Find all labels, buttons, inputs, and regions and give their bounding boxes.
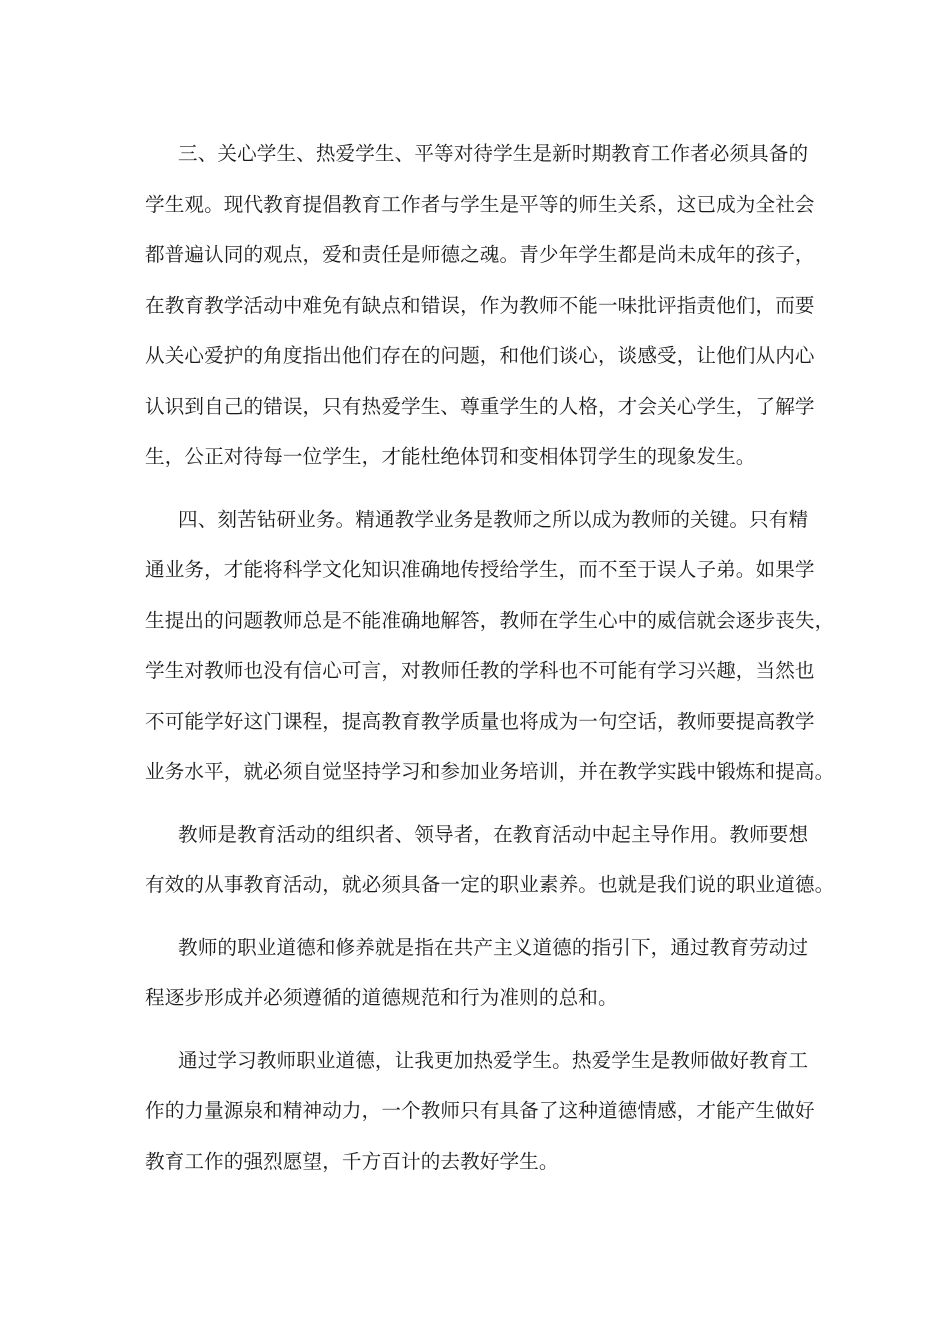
paragraph-line: 业务水平，就必须自觉坚持学习和参加业务培训，并在教学实践中锻炼和提高。 — [145, 760, 835, 783]
paragraph-line: 认识到自己的错误，只有热爱学生、尊重学生的人格，才会关心学生，了解学 — [145, 394, 815, 418]
paragraph-line: 程逐步形成并必须遵循的道德规范和行为准则的总和。 — [145, 986, 618, 1009]
paragraph-line: 通过学习教师职业道德，让我更加热爱学生。热爱学生是教师做好教育工 — [178, 1048, 809, 1072]
paragraph-line: 三、关心学生、热爱学生、平等对待学生是新时期教育工作者必须具备的 — [178, 142, 809, 165]
paragraph-line: 从关心爱护的角度指出他们存在的问题，和他们谈心，谈感受，让他们从内心 — [145, 344, 815, 367]
paragraph-line: 生提出的问题教师总是不能准确地解答，教师在学生心中的威信就会逐步丧失， — [145, 608, 835, 632]
paragraph-line: 四、刻苦钻研业务。精通教学业务是教师之所以成为教师的关键。只有精 — [178, 507, 809, 531]
paragraph-professional-ethics — [145, 923, 809, 1024]
paragraph-line: 教师是教育活动的组织者、领导者，在教育活动中起主导作用。教师要想 — [178, 822, 809, 846]
paragraph-line: 生，公正对待每一位学生，才能杜绝体罚和变相体罚学生的现象发生。 — [145, 445, 756, 468]
paragraph-line: 不可能学好这门课程，提高教育教学质量也将成为一句空话，教师要提高教学 — [145, 709, 815, 733]
paragraph-line: 学生对教师也没有信心可言，对教师任教的学科也不可能有学习兴趣，当然也 — [145, 659, 815, 682]
paragraph-line: 学生观。现代教育提倡教育工作者与学生是平等的师生关系，这已成为全社会 — [145, 192, 815, 216]
paragraph-care-for-students — [145, 129, 815, 483]
paragraph-line: 有效的从事教育活动，就必须具备一定的职业素养。也就是我们说的职业道德。 — [145, 873, 835, 896]
paragraph-line: 通业务，才能将科学文化知识准确地传授给学生，而不至于误人子弟。如果学 — [145, 558, 815, 581]
paragraph-line: 教育工作的强烈愿望，千方百计的去教好学生。 — [145, 1149, 559, 1173]
paragraph-line: 教师的职业道德和修养就是指在共产主义道德的指引下，通过教育劳动过 — [178, 935, 809, 959]
paragraph-love-students — [145, 1036, 815, 1188]
document-body — [145, 129, 835, 1199]
paragraph-study-profession — [145, 495, 835, 798]
paragraph-line: 作的力量源泉和精神动力，一个教师只有具备了这种道德情感，才能产生做好 — [145, 1099, 815, 1122]
paragraph-teacher-role — [145, 810, 835, 911]
paragraph-line: 都普遍认同的观点，爱和责任是师德之魂。青少年学生都是尚未成年的孩子， — [145, 243, 815, 266]
paragraph-line: 在教育教学活动中难免有缺点和错误，作为教师不能一味批评指责他们，而要 — [145, 293, 815, 317]
